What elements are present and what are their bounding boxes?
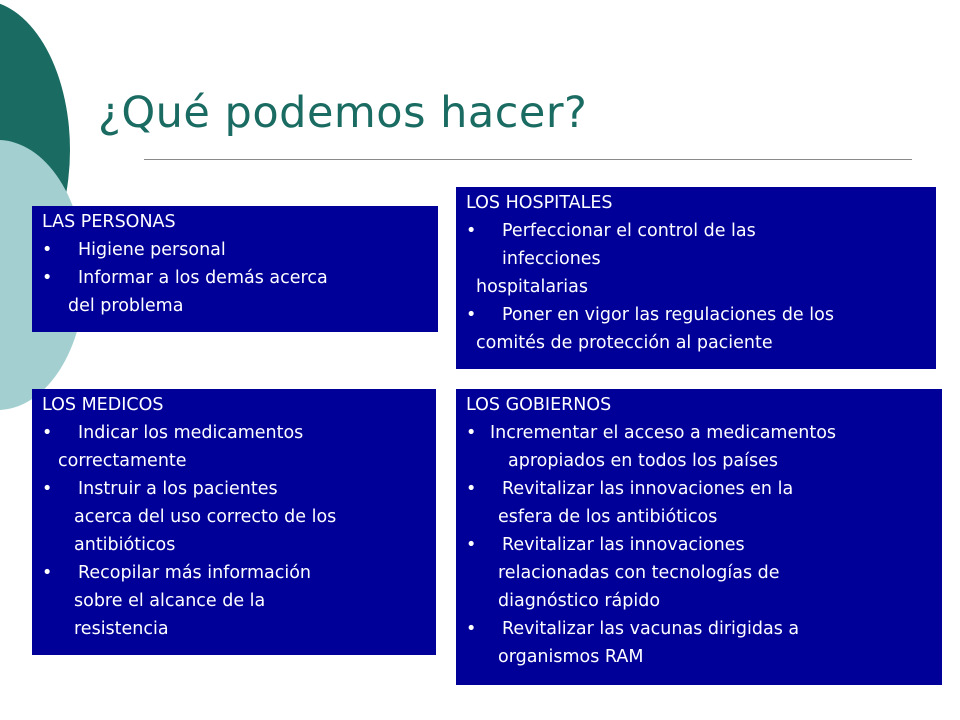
hospitales-box [456, 187, 936, 369]
personas-item [42, 264, 430, 320]
medicos-item-text: Recopilar más información [78, 563, 311, 583]
gobiernos-box [456, 389, 942, 685]
medicos-item-text-cont: acerca del uso correcto de los [74, 507, 337, 527]
gobiernos-item-text: Incrementar el acceso a medicamentos [490, 423, 837, 443]
hospitales-item-text: Perfeccionar el control de las [502, 221, 756, 241]
gobiernos-item [466, 475, 934, 531]
hospitales-item [466, 217, 928, 301]
gobiernos-item-text-cont: esfera de los antibióticos [498, 507, 718, 527]
hospitales-heading: LOS HOSPITALES [466, 193, 613, 213]
personas-heading: LAS PERSONAS [42, 212, 176, 232]
hospitales-item-text-cont: hospitalarias [476, 277, 588, 297]
medicos-item-text-cont: correctamente [58, 451, 187, 471]
medicos-box [32, 389, 436, 655]
personas-item-text: Higiene personal [78, 240, 226, 260]
hospitales-list [466, 217, 928, 357]
gobiernos-item [466, 419, 934, 475]
personas-item-text: Informar a los demás acerca [78, 268, 328, 288]
medicos-item [42, 419, 428, 475]
personas-list [42, 236, 430, 320]
hospitales-item-text-cont: infecciones [502, 249, 601, 269]
gobiernos-heading: LOS GOBIERNOS [466, 395, 612, 415]
gobiernos-item [466, 531, 934, 615]
personas-item [42, 236, 430, 264]
medicos-item-text: Indicar los medicamentos [78, 423, 304, 443]
hospitales-item-text-cont: comités de protección al paciente [476, 333, 773, 353]
title-divider [144, 159, 912, 160]
medicos-item-text-cont: antibióticos [74, 535, 176, 555]
medicos-heading: LOS MEDICOS [42, 395, 164, 415]
personas-item-text-cont: del problema [68, 296, 184, 316]
medicos-item-text-cont: resistencia [74, 619, 169, 639]
gobiernos-item [466, 615, 934, 671]
gobiernos-item-text: Revitalizar las vacunas dirigidas a [502, 619, 800, 639]
gobiernos-item-text-cont: relacionadas con tecnologías de [498, 563, 780, 583]
gobiernos-item-text-cont: apropiados en todos los países [508, 451, 778, 471]
gobiernos-item-text: Revitalizar las innovaciones [502, 535, 745, 555]
slide-title: ¿Qué podemos hacer? [98, 88, 588, 138]
gobiernos-list [466, 419, 934, 671]
gobiernos-item-text-cont: organismos RAM [498, 647, 644, 667]
medicos-item-text-cont: sobre el alcance de la [74, 591, 266, 611]
medicos-item [42, 475, 428, 559]
hospitales-item-text: Poner en vigor las regulaciones de los [502, 305, 834, 325]
gobiernos-item-text: Revitalizar las innovaciones en la [502, 479, 794, 499]
personas-box [32, 206, 438, 332]
hospitales-item [466, 301, 928, 357]
medicos-item-text: Instruir a los pacientes [78, 479, 278, 499]
medicos-list [42, 419, 428, 643]
medicos-item [42, 559, 428, 643]
gobiernos-item-text-cont: diagnóstico rápido [498, 591, 661, 611]
